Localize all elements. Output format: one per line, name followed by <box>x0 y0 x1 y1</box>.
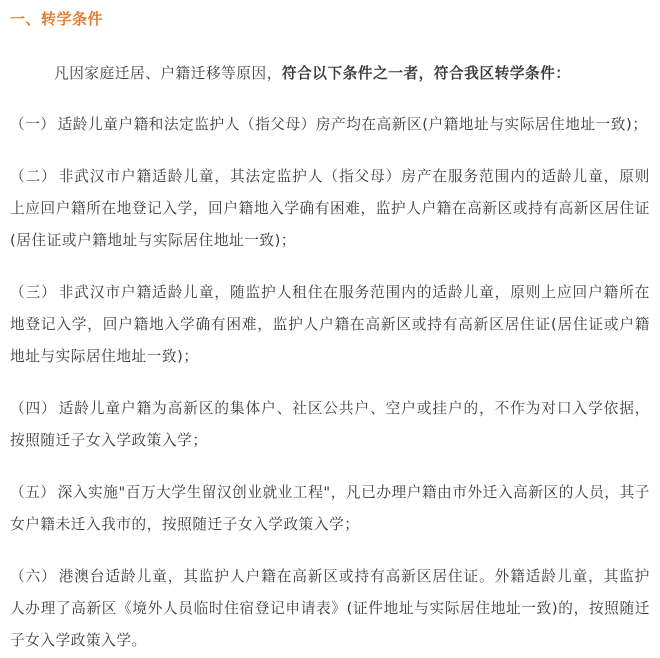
clause-label: （五） <box>10 484 56 501</box>
clause-5 <box>10 477 650 541</box>
intro-lead: 凡因家庭迁居、户籍迁移等原因， <box>54 65 282 82</box>
clause-label: （一） <box>10 116 56 133</box>
clause-text: 港澳台适龄儿童，其监护人户籍在高新区或持有高新区居住证。外籍适龄儿童，其监护人办理了高新区《境外人员临时住宿登记申请表》(证件地址与实际居住地址一致)的，按照随迁子女入学政策入学。 <box>10 568 650 649</box>
clause-text: 适龄儿童户籍和法定监护人（指父母）房产均在高新区(户籍地址与实际居住地址一致)； <box>57 116 648 133</box>
clause-text: 适龄儿童户籍为高新区的集体户、社区公共户、空户或挂户的，不作为对口入学依据，按照随迁子女入学政策入学； <box>10 400 650 449</box>
clause-6 <box>10 561 650 657</box>
clause-label: （二） <box>10 168 57 185</box>
clause-label: （六） <box>10 568 57 585</box>
section-title: 一、转学条件 <box>10 10 104 28</box>
clause-label: （四） <box>10 400 57 417</box>
clause-1 <box>10 109 650 141</box>
intro-paragraph <box>10 58 650 89</box>
document-body <box>10 0 650 657</box>
clause-2 <box>10 161 650 257</box>
clause-4 <box>10 393 650 457</box>
clause-3 <box>10 277 650 373</box>
clause-label: （三） <box>10 284 57 301</box>
clause-text: 非武汉市户籍适龄儿童，随监护人租住在服务范围内的适龄儿童，原则上应回户籍所在地登记入学，回户籍地入学确有困难，监护人户籍在高新区或持有高新区居住证(居住证或户籍地址与实际居住地址一致)； <box>10 284 650 365</box>
clause-text: 非武汉市户籍适龄儿童，其法定监护人（指父母）房产在服务范围内的适龄儿童，原则上应回户籍所在地登记入学，回户籍地入学确有困难，监护人户籍在高新区或持有高新区居住证(居住证或户籍地址与实际居住地址一致)； <box>10 168 650 249</box>
intro-emphasis: 符合以下条件之一者，符合我区转学条件： <box>281 65 571 82</box>
clause-text: 深入实施"百万大学生留汉创业就业工程"，凡已办理户籍由市外迁入高新区的人员，其子女户籍未迁入我市的，按照随迁子女入学政策入学； <box>10 484 650 533</box>
